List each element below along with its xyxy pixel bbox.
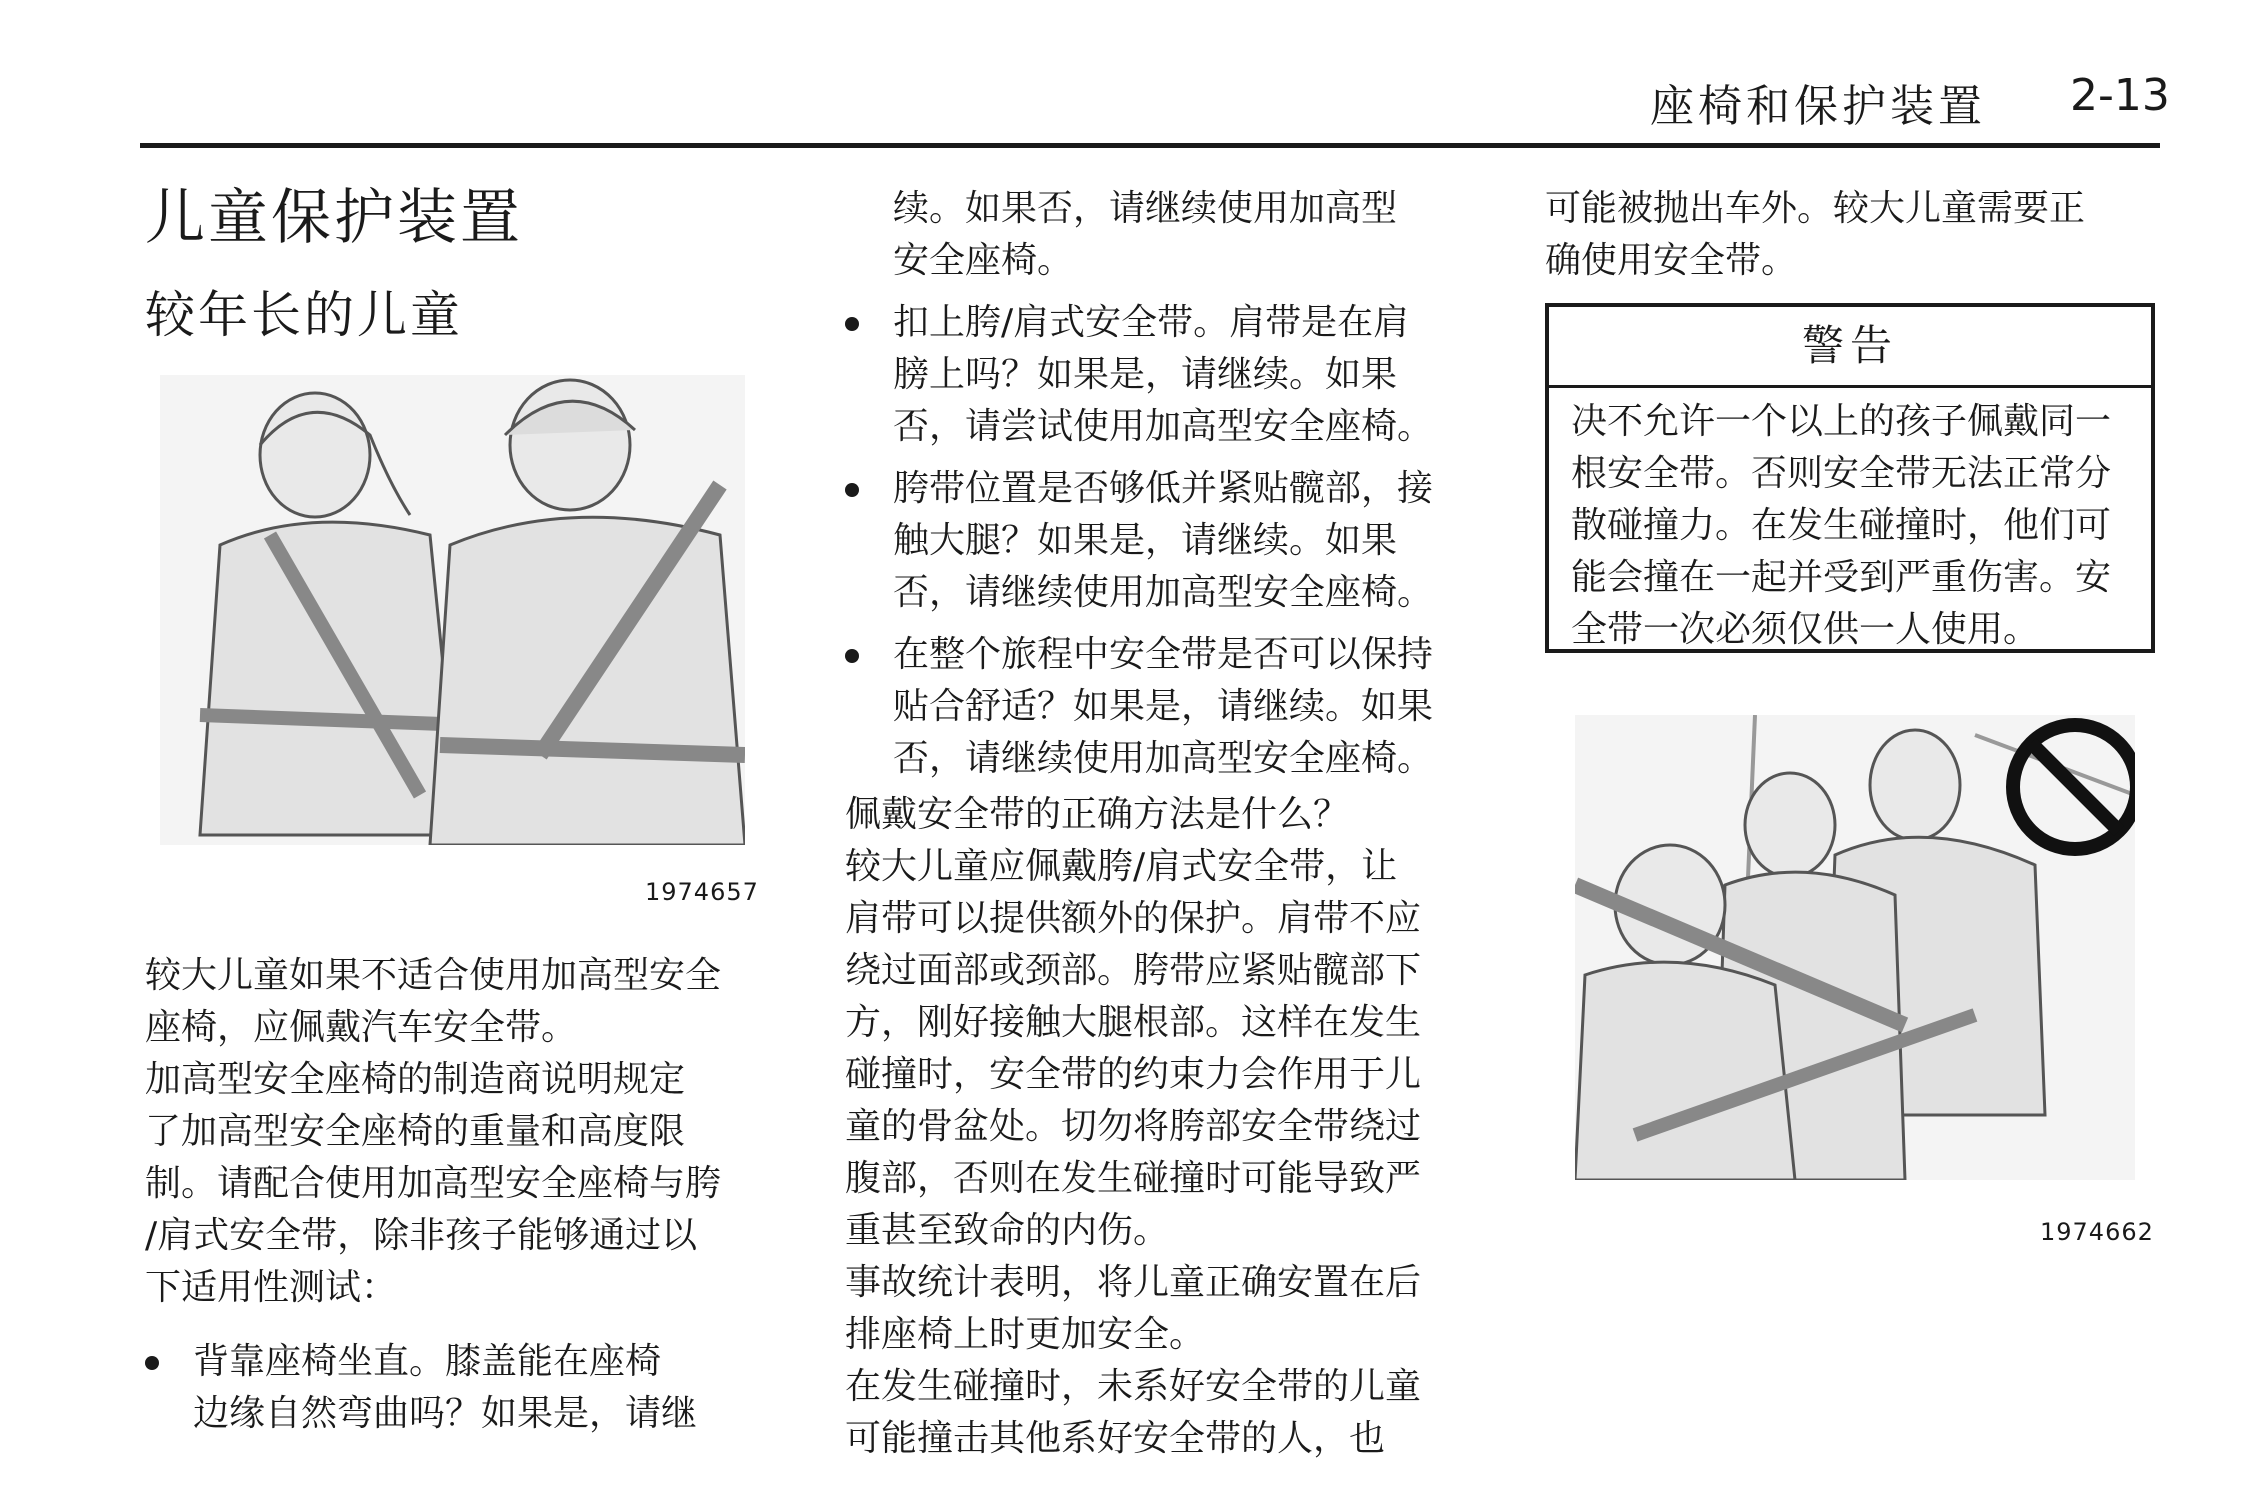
- text-line: 了加高型安全座椅的重量和高度限: [145, 1111, 686, 1152]
- text-line: 较大儿童如果不适合使用加高型安全: [145, 955, 722, 996]
- text-line: 排座椅上时更加安全。: [845, 1314, 1206, 1355]
- col1-paragraph-1: [145, 950, 785, 1054]
- text-line: 座椅，应佩戴汽车安全带。: [145, 1007, 578, 1048]
- text-line: 佩戴安全带的正确方法是什么？: [845, 794, 1350, 835]
- text-line: 膀上吗？如果是，请继续。如果: [893, 354, 1398, 395]
- bullet-item: [845, 297, 1485, 453]
- text-line: 制。请配合使用加高型安全座椅与胯: [145, 1163, 722, 1204]
- text-line: 贴合舒适？如果是，请继续。如果: [893, 686, 1434, 727]
- question-heading: [845, 789, 1485, 841]
- bullet-icon: [845, 483, 859, 497]
- bullet-icon: [845, 317, 859, 331]
- warning-box: [1545, 303, 2155, 653]
- shared-seatbelt-illustration: [1575, 715, 2135, 1180]
- bullet-icon: [845, 649, 859, 663]
- text-line: 腹部，否则在发生碰撞时可能导致严: [845, 1158, 1422, 1199]
- bullet-item: [145, 1336, 785, 1440]
- text-line: 安全座椅。: [893, 240, 1074, 281]
- text-line: /肩式安全带，除非孩子能够通过以: [145, 1215, 698, 1256]
- text-line: 肩带可以提供额外的保护。肩带不应: [845, 898, 1422, 939]
- bullet-icon: [145, 1356, 159, 1370]
- warning-title: 警告: [1549, 307, 2151, 388]
- text-line: 续。如果否，请继续使用加高型: [893, 188, 1398, 229]
- col2-paragraph-1: [845, 841, 1485, 1257]
- text-line: 扣上胯/肩式安全带。肩带是在肩: [893, 302, 1410, 343]
- text-line: 否，请尝试使用加高型安全座椅。: [893, 406, 1434, 447]
- text-line: 全带一次必须仅供一人使用。: [1571, 609, 2040, 650]
- text-line: 根安全带。否则安全带无法正常分: [1571, 453, 2112, 494]
- text-line: 加高型安全座椅的制造商说明规定: [145, 1059, 686, 1100]
- column-3: [1545, 183, 2165, 287]
- children-seatbelt-illustration: [160, 375, 745, 845]
- text-line: 边缘自然弯曲吗？如果是，请继: [193, 1393, 698, 1434]
- shared-seatbelt-drawing: [1575, 715, 2135, 1180]
- text-line: 在整个旅程中安全带是否可以保持: [893, 634, 1434, 675]
- figure-id-right: 1974662: [2040, 1218, 2154, 1246]
- text-line: 背靠座椅坐直。膝盖能在座椅: [193, 1341, 662, 1382]
- children-seatbelt-drawing: [160, 375, 745, 845]
- main-heading: 儿童保护装置: [145, 183, 523, 253]
- text-line: 下适用性测试：: [145, 1267, 398, 1308]
- sub-heading: 较年长的儿童: [145, 286, 463, 344]
- column-1: [145, 950, 785, 1444]
- text-line: 确使用安全带。: [1545, 240, 1798, 281]
- text-line: 童的骨盆处。切勿将胯部安全带绕过: [845, 1106, 1422, 1147]
- header-rule: [140, 143, 2160, 148]
- text-line: 碰撞时，安全带的约束力会作用于儿: [845, 1054, 1422, 1095]
- text-line: 否，请继续使用加高型安全座椅。: [893, 738, 1434, 779]
- bullet-item: [845, 629, 1485, 785]
- text-line: 否，请继续使用加高型安全座椅。: [893, 572, 1434, 613]
- text-line: 触大腿？如果是，请继续。如果: [893, 520, 1398, 561]
- col2-paragraph-2: [845, 1257, 1485, 1361]
- text-line: 可能撞击其他系好安全带的人，也: [845, 1418, 1386, 1459]
- bullet-item: [845, 463, 1485, 619]
- bullet-item-continued: [845, 183, 1485, 287]
- column-2: [845, 183, 1485, 1465]
- text-line: 可能被抛出车外。较大儿童需要正: [1545, 188, 2086, 229]
- text-line: 较大儿童应佩戴胯/肩式安全带，让: [845, 846, 1398, 887]
- text-line: 决不允许一个以上的孩子佩戴同一: [1571, 401, 2112, 442]
- text-line: 事故统计表明，将儿童正确安置在后: [845, 1262, 1422, 1303]
- text-line: 在发生碰撞时，未系好安全带的儿童: [845, 1366, 1422, 1407]
- warning-body: [1549, 388, 2151, 656]
- text-line: 重甚至致命的内伤。: [845, 1210, 1170, 1251]
- text-line: 方，刚好接触大腿根部。这样在发生: [845, 1002, 1422, 1043]
- section-title: 座椅和保护装置: [1650, 81, 1986, 132]
- text-line: 能会撞在一起并受到严重伤害。安: [1571, 557, 2112, 598]
- page-number: 2-13: [2070, 70, 2170, 121]
- text-line: 绕过面部或颈部。胯带应紧贴髋部下: [845, 950, 1422, 991]
- text-line: 胯带位置是否够低并紧贴髋部，接: [893, 468, 1434, 509]
- text-line: 散碰撞力。在发生碰撞时，他们可: [1571, 505, 2112, 546]
- col2-paragraph-3: [845, 1361, 1485, 1465]
- col3-paragraph-1: [1545, 183, 2165, 287]
- col1-paragraph-2: [145, 1054, 785, 1314]
- figure-id-left: 1974657: [645, 878, 759, 906]
